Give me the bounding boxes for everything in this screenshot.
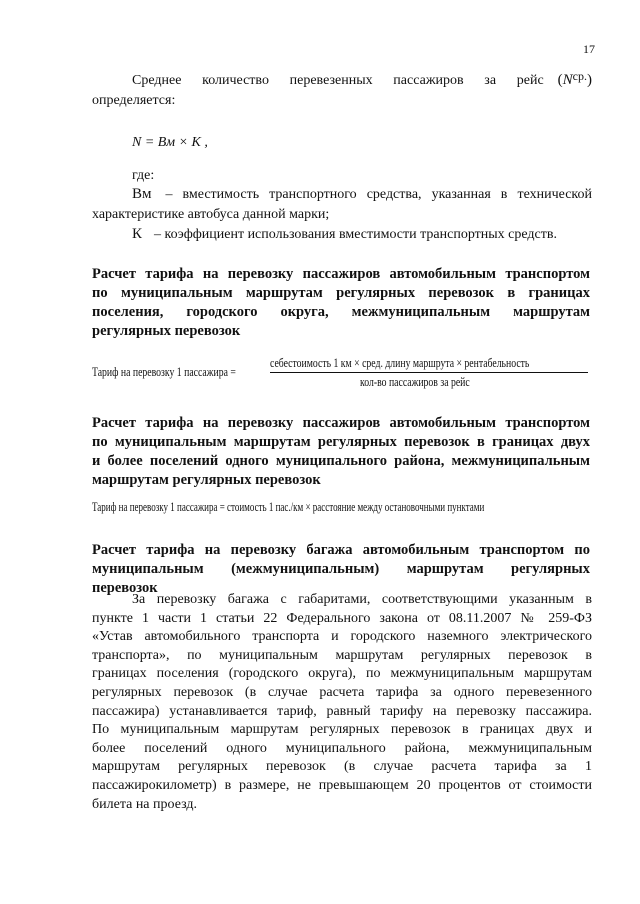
paragraph-line: границах поселения (городского округа), по межмуниципальным маршрутам [92,666,592,682]
vm-definition [132,185,592,204]
paragraph-line: По муниципальным маршрутам регулярных перевозок в границах двух и [92,722,592,738]
k-definition [132,225,592,244]
paragraph-line: регулярных перевозок (в случае расчета тарифа за одного перевезенного [92,684,592,700]
intro-line-2: определяется: [92,93,176,108]
heading-passenger-tariff-district: Расчет тарифа на перевозку пассажиров автомобильным транспортом по муниципальным маршрутам регулярных перевозок в границах двух и более поселений одного муниципального района, межмуниципальным маршрутам регулярных перевозок [92,415,590,488]
paragraph-line: пункте 1 части 1 статьи 22 Федерального закона от 08.11.2007 № 259-ФЗ [92,610,592,626]
k-symbol: К [132,226,143,242]
formula1-denominator: кол-во пассажиров за рейс [360,375,470,389]
paragraph-line: транспорта», по муниципальным маршрутам регулярных перевозок в [92,647,592,663]
where-label: где: [132,168,155,183]
formula-n: N = Вм × К , [132,135,208,150]
paragraph-line: пассажира) устанавливается тариф, равный тарифу на перевозку пассажира. [92,703,592,719]
heading-passenger-tariff-settlement: Расчет тарифа на перевозку пассажиров автомобильным транспортом по муниципальным маршрутам регулярных перевозок в границах поселения, городского округа, межмуниципальным маршрутам регулярных перевозок [92,266,590,339]
formula2: Тариф на перевозку 1 пассажира = стоимость 1 пас./км × расстояние между остановочными пунктами [92,500,485,514]
paragraph-line: маршрутам регулярных перевозок (в случае расчета тарифа за 1 [92,759,592,775]
paragraph-line: более поселений одного муниципального района, межмуниципальным [92,740,592,756]
vm-text-2: характеристике автобуса данной марки; [92,207,330,222]
heading-baggage-tariff: Расчет тарифа на перевозку багажа автомобильным транспортом по муниципальным (межмуниципальным) маршрутам регулярных перевозок [92,542,590,596]
intro-line-1 [132,71,592,90]
formula1-fraction-line [270,372,588,373]
nsr-symbol: $(N^{ср.})$ [557,69,592,88]
vm-text: – вместимость транспортного средства, указанная в технической [165,187,592,202]
k-text: – коэффициент использования вместимости транспортных средств. [154,227,557,242]
baggage-paragraph [92,591,592,814]
intro-text: Среднее количество перевезенных пассажиров за рейс [132,73,544,88]
vm-symbol: Вм [132,186,152,202]
page-number: 17 [583,42,595,56]
formula1-left: Тариф на перевозку 1 пассажира = [92,365,236,379]
paragraph-line: пассажирокилометр) в размере, не превышающем 20 процентов от стоимости [92,777,592,793]
formula1-numerator: себестоимость 1 км × сред. длину маршрута × рентабельность [270,356,530,370]
paragraph-line: билета на проезд. [92,796,197,812]
paragraph-line: «Устав автомобильного транспорта и городского наземного электрического [92,629,592,645]
paragraph-line: За перевозку багажа с габаритами, соответствующими указанным в [132,592,592,607]
